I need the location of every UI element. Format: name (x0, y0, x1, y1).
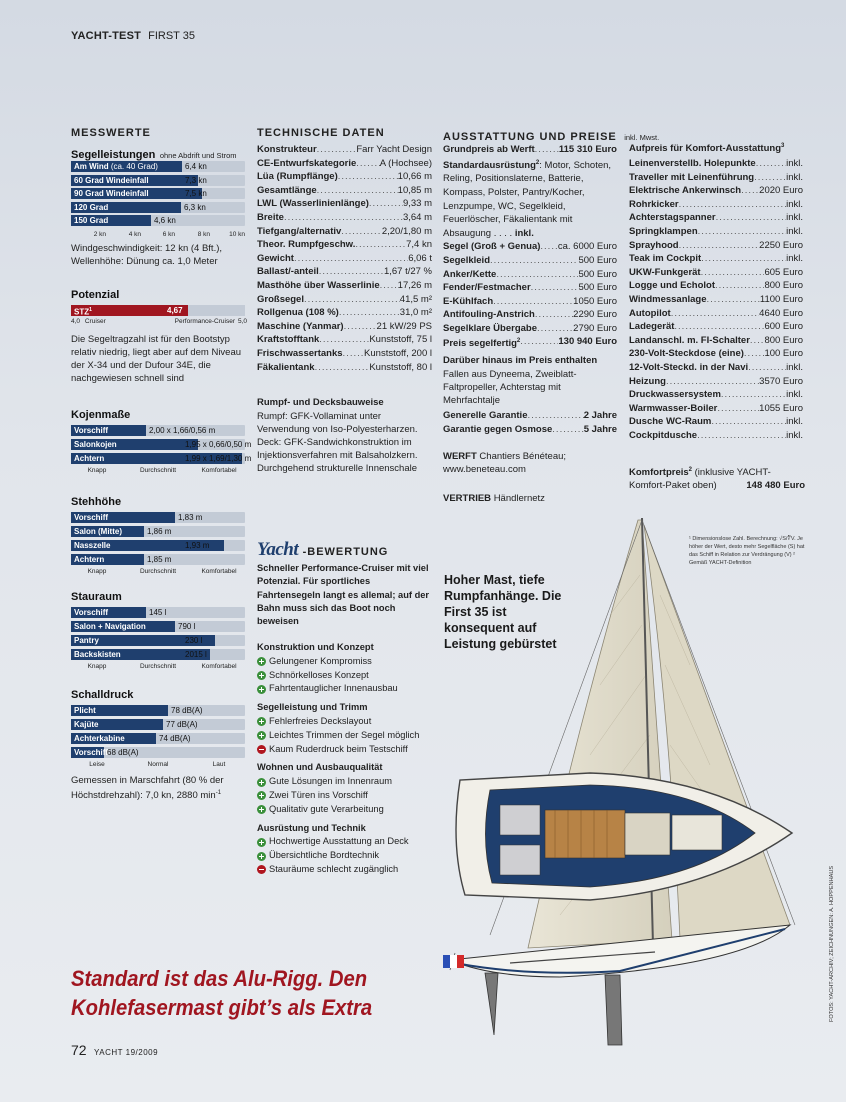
komfort-item: Springklampen ..... inkl. (629, 225, 803, 239)
komfort-item: UKW-Funkgerät ..... 605 Euro (629, 266, 803, 280)
stz-value: 4,67 (167, 306, 183, 315)
section-label: YACHT-TEST (71, 30, 142, 42)
price-item: Segel (Groß + Genua) ..... ca. 6000 Euro (443, 240, 617, 254)
bar-label: 90 Grad Windeinfall (74, 189, 149, 198)
bar-value: 77 dB(A) (166, 720, 198, 729)
bewertung-item: Gelungener Kompromiss (257, 655, 437, 669)
plus-icon (257, 838, 266, 847)
extra-title: Darüber hinaus im Preis enthalten (443, 355, 598, 366)
garantie-table (443, 409, 617, 436)
komfortpreis-text: (inklusive YACHT-Komfort-Paket oben) (629, 467, 771, 492)
bewertung-title: -BEWERTUNG (302, 546, 389, 558)
bar-value: 4,6 kn (154, 216, 176, 225)
komfort-table (629, 157, 803, 442)
keel (605, 975, 622, 1045)
price-item: E-Kühlfach ..... 1050 Euro (443, 295, 617, 309)
bewertung-heading (257, 539, 388, 561)
tech-item: CE-Entwurfskategorie ..... A (Hochsee) (257, 157, 432, 171)
axis-label: 2 kn (93, 231, 106, 238)
komfort-item: Ladegerät ..... 600 Euro (629, 320, 803, 334)
bewertung-item: Hochwertige Ausstattung an Deck (257, 835, 437, 849)
komfort-item: Traveller mit Leinenführung ..... inkl. (629, 171, 803, 185)
bewertung-item: Zwei Türen ins Vorschiff (257, 789, 437, 803)
vertrieb-info (443, 492, 615, 505)
bewertung-item: Übersichtliche Bordtechnik (257, 849, 437, 863)
stau-chart (71, 607, 245, 673)
bar-label: 150 Grad (74, 216, 109, 225)
plus-icon (257, 778, 266, 787)
bar-label: Backskisten (74, 650, 121, 659)
komfort-item: Windmessanlage ..... 1100 Euro (629, 293, 803, 307)
axis-label: Durchschnitt (139, 467, 177, 474)
bar-value: 1,95 x 0,66/0,50 m (185, 440, 252, 449)
bar-value: 230 l (185, 636, 203, 645)
plus-icon (257, 717, 266, 726)
garantie-item: Garantie gegen Osmose ..... 5 Jahre (443, 423, 617, 437)
bewertung-group-title: Segelleistung und Trimm (257, 702, 368, 713)
page-header (71, 30, 195, 42)
bar-label: Plicht (74, 706, 96, 715)
potenzial-text: Die Segeltragzahl ist für den Bootstyp relativ niedrig, liegt aber auf dem Niveau der X-34 und der Dufour 34E, die nachgewiesen schnell sind (71, 334, 242, 384)
bar-row-schall-1 (71, 719, 245, 730)
price-item: Anker/Kette ..... 500 Euro (443, 268, 617, 282)
bar-label: 120 Grad (74, 202, 109, 212)
bar-label: Salonkojen (74, 440, 117, 449)
komfort-item: 230-Volt-Steckdose (eine) ..... 100 Euro (629, 347, 803, 361)
tech-item: Maschine (Yanmar) ..... 21 kW/29 PS (257, 320, 432, 334)
bar-row-steh-1 (71, 526, 245, 537)
komfort-item: Heizung ..... 3570 Euro (629, 375, 803, 389)
bar-row-segel-2 (71, 188, 245, 199)
tech-item: Frischwassertanks ..... Kunststoff, 200 l (257, 347, 432, 361)
bewertung-item: Qualitativ gute Verarbeitung (257, 803, 437, 817)
footnote: ¹ Dimensionslose Zahl. Berechnung: √S/∛V. Je höher der Wert, desto mehr Segelfläche (S) hat das Schiff in Relation zur Verdrängung (V) ² Gemäß YACHT-Definition (689, 536, 805, 566)
vertrieb-value: Händlernetz (493, 493, 545, 504)
axis-label: Knapp (87, 663, 107, 670)
magazine-issue: YACHT 19/2009 (94, 1048, 159, 1057)
komfort-item: Achterstagspanner ..... inkl. (629, 211, 803, 225)
werft-value: Chantiers Bénéteau; www.beneteau.com (443, 451, 567, 475)
bar-row-stau-3 (71, 649, 245, 660)
ausstattung-title: AUSSTATTUNG UND PREISE (443, 131, 617, 143)
bar-label: Vorschiff (74, 608, 109, 617)
plus-icon (257, 671, 266, 680)
headline-line-1: Standard ist das Alu-Rigg. Den (71, 966, 368, 991)
ausstattung-note: inkl. Mwst. (624, 133, 660, 142)
komfort-item: Leinenverstellb. Holepunkte ..... inkl. (629, 157, 803, 171)
bewertung-group-title: Wohnen und Ausbauqualität (257, 762, 383, 773)
bar-row-kojen-2 (71, 453, 252, 464)
price-item: Grundpreis ab Werft ..... 115 310 Euro (443, 143, 617, 157)
segel-text: Windgeschwindigkeit: 12 kn (4 Bft.), Wellenhöhe: Dünung ca. 1,0 Meter (71, 243, 223, 267)
tech-item: Lüa (Rumpflänge) ..... 10,66 m (257, 170, 432, 184)
bar-row-kojen-0 (71, 425, 245, 436)
headline (71, 964, 431, 1022)
stz-max-label: Performance-Cruiser (174, 318, 235, 325)
komfort-item: Cockpitdusche ..... inkl. (629, 429, 803, 443)
bar-row-steh-0 (71, 512, 245, 523)
axis-label: Leise (89, 761, 105, 768)
komfortpreis-value: 148 480 Euro (746, 480, 805, 492)
bar-label: Pantry (74, 636, 99, 645)
komfort-item: Landanschl. m. FI-Schalter ..... 800 Euro (629, 334, 803, 348)
komfort-item: Sprayhood ..... 2250 Euro (629, 239, 803, 253)
tech-item: Konstrukteur ..... Farr Yacht Design (257, 143, 432, 157)
plus-icon (257, 657, 266, 666)
bar-value: 790 l (178, 622, 196, 631)
bewertung-group-title: Ausrüstung und Technik (257, 822, 366, 833)
bar-row-stau-0 (71, 607, 245, 618)
tech-item: Fäkalientank ..... Kunststoff, 80 l (257, 361, 432, 375)
bar-label: Kajüte (74, 720, 99, 729)
bar-row-schall-0 (71, 705, 245, 716)
stz-max: 5,0 (237, 318, 247, 325)
komfortpreis-label: Komfortpreis$^2$ (629, 467, 692, 479)
plus-icon (257, 805, 266, 814)
bar-row-stau-1 (71, 621, 245, 632)
bar-track (71, 705, 245, 716)
komfort-item: 12-Volt-Steckd. in der Navi ..... inkl. (629, 361, 803, 375)
potenzial-title: Potenzial (71, 289, 120, 301)
price-item: Antifouling-Anstrich ..... 2290 Euro (443, 308, 617, 322)
steh-chart (71, 512, 245, 578)
tech-item: Masthöhe über Wasserlinie ..... 17,26 m (257, 279, 432, 293)
bar-row-segel-1 (71, 175, 245, 186)
axis-label: Knapp (87, 568, 107, 575)
bar-label: Salon + Navigation (74, 622, 146, 631)
bar-value: 2015 l (185, 650, 207, 659)
bar-label: Vorschiff (74, 513, 109, 522)
tech-item: Gewicht ..... 6,06 t (257, 252, 432, 266)
bar-row-steh-3 (71, 554, 245, 565)
garantie-item: Generelle Garantie ..... 2 Jahre (443, 409, 617, 423)
tech-item: Gesamtlänge ..... 10,85 m (257, 184, 432, 198)
price-item: Segelklare Übergabe ..... 2790 Euro (443, 322, 617, 336)
schall-chart (71, 705, 245, 771)
stau-title: Stauraum (71, 591, 122, 603)
stz-label: STZ$^1$ (74, 307, 92, 317)
axis-label: Komfortabel (201, 467, 237, 474)
bar-value: 7,3 kn (185, 175, 207, 185)
rumpf-text: Rumpf: GFK-Vollaminat unter Verwendung von Iso-Polyesterharzen. Deck: GFK-Sandwichkonstruktion im Injektionsverfahren mit Balsaholzkern. Durchgehend strukturelle Innenschale (257, 411, 418, 474)
tech-item: Theor. Rumpfgeschw. ..... 7,4 kn (257, 238, 432, 252)
axis-label: Normal (147, 761, 169, 768)
headline-line-2: Kohlefasermast gibt’s als Extra (71, 995, 373, 1020)
price-item: Preis segelfertig$^2$ ..... 130 940 Euro (443, 335, 617, 351)
axis-label: Knapp (87, 467, 107, 474)
axis-label: Laut (212, 761, 226, 768)
bar-label: Achterkabine (74, 734, 125, 743)
bar-row-segel-0 (71, 161, 245, 172)
segel-title: Segelleistungen (71, 149, 156, 161)
komfort-item: Rohrkicker ..... inkl. (629, 198, 803, 212)
bewertung-item: Schnörkelloses Konzept (257, 669, 437, 683)
photo-credit-box (829, 822, 837, 1022)
messwerte-title: MESSWERTE (71, 127, 151, 139)
kojen-title: Kojenmaße (71, 409, 131, 421)
komfort-item: Autopilot ..... 4640 Euro (629, 307, 803, 321)
komfort-item: Dusche WC-Raum ..... inkl. (629, 415, 803, 429)
axis-label: 6 kn (162, 231, 175, 238)
bar-value: 1,83 m (178, 513, 203, 522)
bar-row-schall-2 (71, 733, 245, 744)
plus-icon (257, 731, 266, 740)
image-caption: Hoher Mast, tiefe Rumpfanhänge. Die First 35 ist konsequent auf Leistung gebürstet (444, 573, 562, 651)
tech-item: Tiefgang/alternativ ..... 2,20/1,80 m (257, 225, 432, 239)
technische-table (257, 143, 432, 374)
bar-label: Salon (Mitte) (74, 527, 122, 536)
bewertung-group-title: Konstruktion und Konzept (257, 642, 374, 652)
bar-row-stau-2 (71, 635, 245, 646)
komfortpreis (629, 464, 805, 492)
werft-label: WERFT (443, 451, 477, 462)
axis-label: Durchschnitt (139, 568, 177, 575)
kojen-chart (71, 425, 252, 475)
komfort-item: Elektrische Ankerwinsch ..... 2020 Euro (629, 184, 803, 198)
price-item: Fender/Festmacher ..... 500 Euro (443, 281, 617, 295)
bewertung-item: Kaum Ruderdruck beim Testschiff (257, 743, 437, 757)
bar-value: 1,99 x 1,69/1,30 m (185, 454, 252, 463)
komfort-item: Druckwassersystem ..... inkl. (629, 388, 803, 402)
bewertung-intro: Schneller Performance-Cruiser mit viel Potenzial. Für sportliches Fahrtensegeln langt es allemal; auf der Bahn muss sich das Boot noch beweisen (257, 563, 430, 627)
stz-min: 4,0 (71, 318, 81, 325)
price-item: Standardausrüstung$^2$: Motor, Schoten, Reling, Positionslaterne, Batterie, Kompass, Polster, Pantry/Kocher, Lenzpumpe, WC, Segelkleid, Feuerlöscher, Fäkalientank mit Absaugung . . . . inkl. (443, 159, 612, 239)
segel-note: ohne Abdrift und Strom (159, 151, 237, 160)
bar-row-kojen-1 (71, 439, 252, 450)
plus-icon (257, 685, 266, 694)
bar-row-steh-2 (71, 540, 245, 551)
bar-value: 2,00 x 1,66/0,56 m (149, 426, 216, 435)
minus-icon (257, 745, 266, 754)
photo-credit: FOTOS: YACHT-ARCHIV; ZEICHNUNGEN: A. HOPPENHAUS (829, 865, 835, 1022)
rumpf-title: Rumpf- und Decksbauweise (257, 397, 384, 408)
extra-text: Fallen aus Dyneema, Zweiblatt-Faltpropeller, Achterstag mit Mehrfachtalje (443, 369, 577, 406)
plus-icon (257, 852, 266, 861)
axis-label: Komfortabel (201, 663, 237, 670)
bar-value: 74 dB(A) (159, 734, 191, 743)
bar-value: 1,93 m (185, 541, 210, 550)
werft-info (443, 450, 615, 476)
axis-label: 4 kn (128, 231, 141, 238)
vertrieb-label: VERTRIEB (443, 493, 492, 504)
rudder (485, 973, 498, 1035)
tech-item: Rollgenua (108 %) ..... 31,0 m² (257, 306, 432, 320)
bewertung-item: Gute Lösungen im Innenraum (257, 775, 437, 789)
axis-label: Durchschnitt (139, 663, 177, 670)
segel-chart (71, 161, 245, 241)
minus-icon (257, 865, 266, 874)
bar-label: Achtern (74, 555, 105, 564)
axis-label: Komfortabel (201, 568, 237, 575)
yacht-logo: Yacht (257, 539, 299, 560)
page-footer (71, 1042, 158, 1060)
bar-value: 7,5 kn (185, 189, 207, 198)
potenzial-bar (71, 305, 245, 316)
bar-label: Am Wind (ca. 40 Grad) (74, 162, 158, 171)
bar-value: 1,86 m (147, 527, 172, 536)
axis-label: 8 kn (197, 231, 210, 238)
bar-label: 60 Grad Windeinfall (74, 175, 149, 185)
bar-label: Nasszelle (74, 541, 111, 550)
komfort-title: Aufpreis für Komfort-Ausstattung$^3$ (629, 143, 785, 155)
tech-item: Kraftstofftank ..... Kunststoff, 75 l (257, 333, 432, 347)
technische-title: TECHNISCHE DATEN (257, 127, 385, 139)
schall-text: Gemessen in Marschfahrt (80 % der Höchstdrehzahl): 7,0 kn, 2880 $\min^{-1}$ (71, 775, 224, 802)
price-item: Segelkleid ..... 500 Euro (443, 254, 617, 268)
bewertung-item: Fehlerfreies Deckslayout (257, 715, 437, 729)
komfort-item: Warmwasser-Boiler ..... 1055 Euro (629, 402, 803, 416)
bewertung-item: Leichtes Trimmen der Segel möglich (257, 729, 437, 743)
plus-icon (257, 791, 266, 800)
bar-label: Vorschiff (74, 426, 109, 435)
flag-icon (443, 953, 464, 970)
bar-value: 68 dB(A) (107, 748, 139, 757)
page-number: 72 (71, 1042, 87, 1058)
stz-min-label: Cruiser (84, 318, 106, 325)
tech-item: Großsegel ..... 41,5 m² (257, 293, 432, 307)
bar-value: 1,85 m (147, 555, 172, 564)
bar-label: Vorschiff (74, 748, 109, 757)
ausstattung-table (443, 143, 617, 351)
steh-title: Stehhöhe (71, 496, 122, 508)
bar-value: 6,4 kn (185, 162, 207, 171)
bewertung-item: Fahrtentauglicher Innenausbau (257, 682, 437, 696)
tech-item: Ballast/-anteil ..... 1,67 t/27 % (257, 265, 432, 279)
bar-value: 145 l (149, 608, 167, 617)
komfort-item: Logge und Echolot ..... 800 Euro (629, 279, 803, 293)
potenzial-axis (71, 318, 247, 325)
bar-row-schall-3 (71, 747, 245, 758)
axis-label: 10 kn (229, 231, 245, 238)
tech-item: LWL (Wasserlinienlänge) ..... 9,33 m (257, 197, 432, 211)
bar-value: 6,3 kn (184, 202, 206, 212)
bar-row-segel-3 (71, 202, 245, 213)
bar-value: 78 dB(A) (171, 706, 203, 715)
tech-item: Breite ..... 3,64 m (257, 211, 432, 225)
bar-row-segel-4 (71, 215, 245, 226)
komfort-item: Teak im Cockpit ..... inkl. (629, 252, 803, 266)
schall-title: Schalldruck (71, 689, 134, 701)
test-title: FIRST 35 (148, 30, 195, 42)
bewertung-item: Stauräume schlecht zugänglich (257, 863, 437, 877)
bar-label: Achtern (74, 454, 105, 463)
